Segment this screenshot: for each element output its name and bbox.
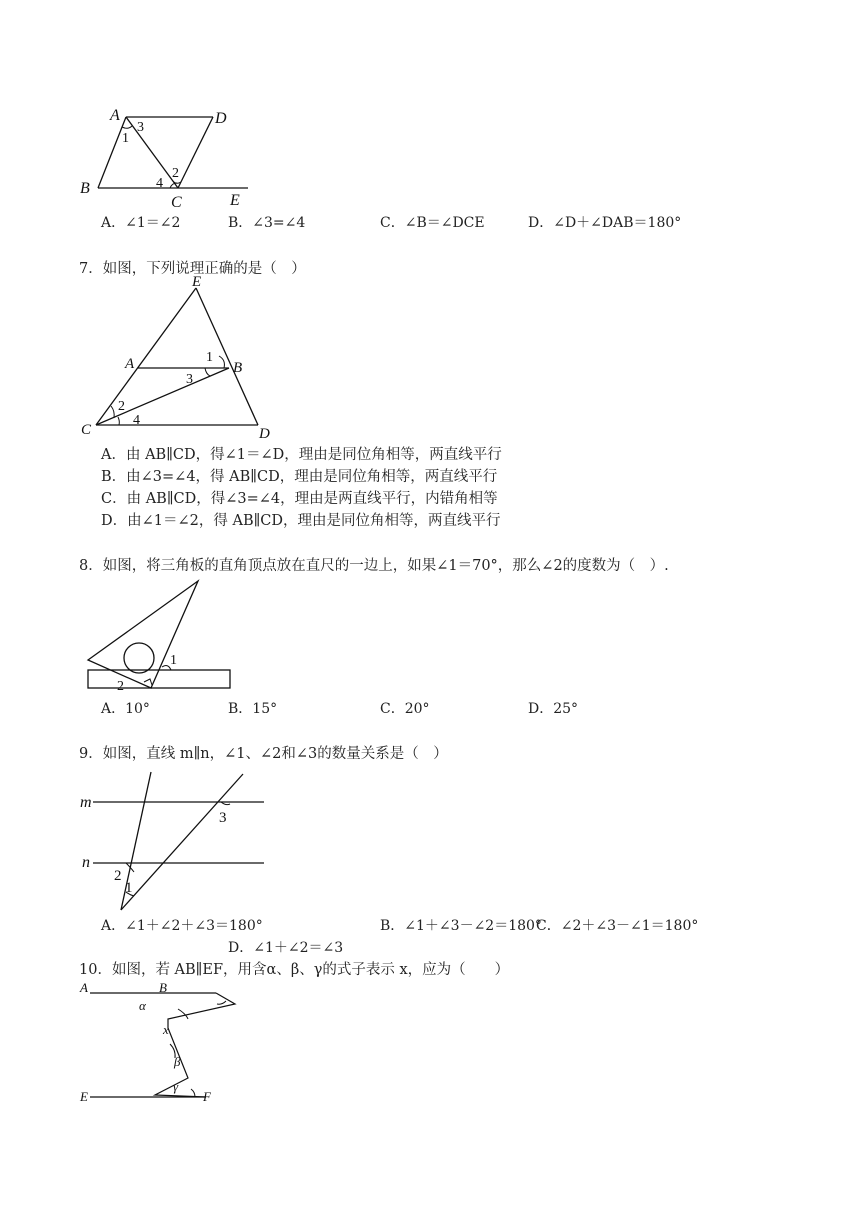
q8-option-c: C．20° [380, 701, 430, 717]
q7-angle-4: 4 [133, 413, 140, 428]
q10-angle-alpha: α [139, 998, 146, 1013]
q7-angle-1: 1 [206, 350, 213, 365]
q9-option-d: D．∠1＋∠2＝∠3 [228, 940, 344, 956]
q6-label-C: C [171, 194, 182, 211]
q9-angle-3: 3 [219, 810, 227, 826]
q10-label-E: E [80, 1089, 88, 1104]
q6-label-A: A [110, 107, 120, 124]
q7-label-E: E [192, 274, 202, 290]
q7-option-c: C．由 AB∥CD，得∠3=∠4，理由是两直线平行，内错角相等 [101, 491, 498, 507]
q10-angle-x: x [163, 1022, 169, 1037]
q10-figure [78, 978, 248, 1103]
q8-stem: 8．如图，将三角板的直角顶点放在直尺的一边上，如果∠1＝70°，那么∠2的度数为（ ）. [79, 558, 669, 574]
q6-angle-1: 1 [122, 131, 129, 146]
q7-option-b: B．由∠3=∠4，得 AB∥CD，理由是同位角相等，两直线平行 [101, 469, 498, 485]
q9-option-c: C．∠2＋∠3－∠1＝180° [536, 918, 699, 934]
q7-angle-3: 3 [186, 372, 193, 387]
q10-label-F: F [203, 1089, 211, 1104]
q6-figure [78, 106, 278, 211]
q9-option-a: A．∠1＋∠2＋∠3＝180° [101, 918, 263, 934]
q9-angle-2: 2 [114, 868, 122, 884]
q9-label-m: m [80, 794, 92, 811]
q8-option-b: B．15° [228, 701, 278, 717]
q7-label-D: D [259, 426, 270, 442]
q10-stem: 10．如图，若 AB∥EF，用含α、β、γ的式子表示 x，应为（ ） [79, 962, 510, 978]
q9-option-b: B．∠1＋∠3－∠2＝180° [380, 918, 542, 934]
q7-label-C: C [81, 422, 92, 438]
q6-angle-3: 3 [137, 120, 144, 135]
q8-angle-1: 1 [170, 653, 177, 668]
q6-angle-4: 4 [156, 176, 163, 191]
q7-stem: 7．如图，下列说理正确的是（ ） [79, 261, 306, 277]
q6-option-a: A．∠1＝∠2 [101, 215, 181, 231]
q6-option-d: D．∠D＋∠DAB＝180° [528, 215, 682, 231]
q7-label-B: B [233, 360, 243, 376]
q9-label-n: n [82, 854, 90, 871]
q9-angle-1: 1 [125, 880, 133, 896]
q10-angle-gamma: γ [173, 1079, 179, 1094]
q7-option-a: A．由 AB∥CD，得∠1＝∠D，理由是同位角相等，两直线平行 [101, 447, 502, 463]
q8-angle-2: 2 [117, 679, 124, 694]
q6-option-c: C．∠B＝∠DCE [380, 215, 485, 231]
q6-label-E: E [230, 192, 240, 209]
q10-label-B: B [159, 980, 167, 995]
q10-angle-beta: β [174, 1054, 181, 1069]
q6-option-b: B．∠3=∠4 [228, 215, 306, 231]
q9-stem: 9．如图，直线 m∥n，∠1、∠2和∠3的数量关系是（ ） [79, 746, 448, 762]
q9-figure [78, 768, 278, 913]
q8-option-d: D．25° [528, 701, 579, 717]
q8-option-a: A．10° [101, 701, 150, 717]
q7-angle-2: 2 [118, 399, 125, 414]
q6-angle-2: 2 [172, 166, 179, 181]
q8-figure [84, 578, 244, 693]
q6-label-B: B [80, 180, 90, 197]
q7-option-d: D．由∠1＝∠2，得 AB∥CD，理由是同位角相等，两直线平行 [101, 513, 501, 529]
q7-label-A: A [125, 356, 135, 372]
q6-label-D: D [215, 110, 227, 127]
q10-label-A: A [80, 980, 88, 995]
q7-figure [78, 274, 278, 445]
